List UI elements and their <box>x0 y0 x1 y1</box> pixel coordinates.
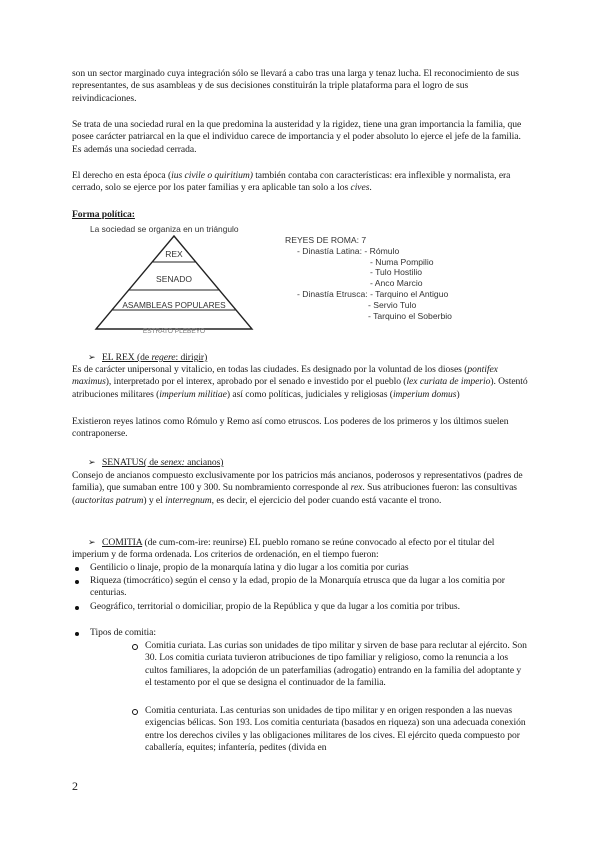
diagram-caption: La sociedad se organiza en un triángulo <box>90 224 239 234</box>
bullet-icon <box>75 632 79 636</box>
king-romulo: - Rómulo <box>364 245 400 256</box>
bullet-icon <box>75 606 79 610</box>
auctoritas-term: auctoritas patrum <box>75 494 144 506</box>
etruscan-dynasty-label: - Dinastía Etrusca: <box>297 288 368 299</box>
regere-term: regere <box>151 352 176 363</box>
senatus-title: SENATUS( de <box>102 457 161 468</box>
senatus-paragraph <box>72 470 530 507</box>
comitia-bullet-2: Riqueza (timocrático) según el censo y la edad, propio de la Monarquía etrusca que da lugar a los comitia por centurias. <box>90 575 505 599</box>
rex-paragraph-2: Existieron reyes latinos como Rómulo y Remo así como etruscos. Los poderes de los primeros y los últimos suelen contraponerse. <box>72 416 509 440</box>
sub-bullet-icon <box>132 644 138 650</box>
arrow-bullet-icon: ➢ <box>88 458 96 468</box>
text-span: ) así como políticas, judiciales y religiosas ( <box>226 388 393 400</box>
comitia-centuriata-item: Comitia centuriata. Las centurias son unidades de tipo militar y en origen responden a las nuevas exigencias bélicas. Son 193. Los comitia centuriata (basados en riqueza) son una adecuada conexión entre los derechos civiles y las obligaciones militares de los cives. El ejército queda compuesto por caballería, equites; infantería, pedites (divida en <box>145 705 526 753</box>
text-span: ). Ostentó atribuciones militares ( <box>72 376 528 400</box>
comitia-bullet-3: Geográfico, territorial o domiciliar, propio de la República y que da lugar a los comitia por tribus. <box>90 601 460 612</box>
text-span: , es decir, el ejercicio del poder cuando está vacante el trono. <box>211 494 442 506</box>
rex-term: rex <box>350 482 363 494</box>
etruscan-dynasty-row <box>285 289 452 300</box>
king-tarquino-antiguo: - Tarquino el Antiguo <box>370 288 449 299</box>
text-span: . Sus atribuciones fueron: las consultivas ( <box>72 482 517 506</box>
imperium-militiae-term: imperium militiae <box>159 388 227 400</box>
text-span: ), interpretado por el interex, aprobado por el senado e investido por el pueblo ( <box>105 376 407 388</box>
level-base: ESTRATO PLEBEYO <box>142 328 206 334</box>
comitia-bullet-1: Gentilicio o linaje, propio de la monarquía latina y dio lugar a los comitia por curias <box>90 562 409 573</box>
society-triangle-diagram <box>92 232 257 334</box>
comitia-curiata-item: Comitia curiata. Las curias son unidades de tipo militar y sirven de base para reclutar al ejército. Son 30. Los comitia curiata tuvieron atribuciones de tipo familiar y religioso, como la renuncia a los cultos familiares, la adopción de un paterfamilias (adrogatio) entrando en la familia del adoptante y el testamento por el que se designa el continuador de la familia. <box>145 640 527 688</box>
level-senado: SENADO <box>156 274 192 284</box>
king-tarquino-soberbio: - Tarquino el Soberbio <box>368 310 452 321</box>
bullet-icon <box>75 567 79 571</box>
king-tulo-hostilio: - Tulo Hostilio <box>370 267 423 278</box>
intro-paragraph-1: son un sector marginado cuya integración sólo se llevará a cabo tras una larga y tenaz lucha. El reconocimiento de sus representantes, de sus asambleas y de sus decisiones constituirán la triple plataforma para el logro de sus reivindicaciones. <box>72 68 519 104</box>
text-span: Es de carácter unipersonal y vitalicio, en todas las ciudades. Es designado por la voluntad de los dioses ( <box>72 364 468 375</box>
level-asambleas: ASAMBLEAS POPULARES <box>122 300 226 310</box>
comitia-intro <box>72 537 530 562</box>
kings-title: REYES DE ROMA: 7 <box>285 235 367 245</box>
text-span: ancianos) <box>184 457 224 468</box>
text-span: Consejo de ancianos compuesto exclusivamente por los patricios más ancianos, poderosos y representativos (padres de familia), que sumaban entre 100 y 300. Su nombramiento corresponde al <box>72 470 523 494</box>
intro-paragraph-3 <box>72 170 530 195</box>
rex-paragraph-1 <box>72 364 530 401</box>
comitia-title: COMITIA <box>102 537 143 548</box>
text-span: . <box>369 182 372 194</box>
pontifex-term: pontifex maximus <box>72 364 498 388</box>
king-numa: - Numa Pompilio <box>370 256 434 267</box>
arrow-bullet-icon: ➢ <box>88 353 96 363</box>
text-span: (de cum-com-ire: reunirse) EL pueblo romano se reúne convocado al efecto por el titular del imperium y de forma ordenada. Los criterios de ordenación, en el tiempo fueron: <box>72 537 495 561</box>
text-span: ) y el <box>143 494 166 506</box>
page-number: 2 <box>72 779 78 793</box>
rex-heading <box>88 352 207 364</box>
text-span: ) <box>456 388 460 400</box>
lex-curiata-term: lex curiata de imperio <box>406 376 491 388</box>
text-span: El derecho en esta época ( <box>72 170 172 181</box>
forma-politica-heading: Forma política: <box>72 209 135 220</box>
king-servio-tulo: - Servio Tulo <box>368 299 417 310</box>
cives-term: cives <box>350 182 370 194</box>
bullet-icon <box>75 580 79 584</box>
latin-dynasty-row <box>285 246 452 257</box>
latin-dynasty-label: - Dinastía Latina: <box>297 245 362 256</box>
text-span: : dirigir) <box>175 352 208 363</box>
sub-bullet-icon <box>132 709 138 715</box>
senex-term: senex: <box>160 457 185 468</box>
comitia-bullet-4: Tipos de comitia: <box>90 627 156 638</box>
level-rex: REX <box>165 249 183 259</box>
imperium-domus-term: imperium domus <box>392 388 457 400</box>
senatus-heading <box>88 457 223 469</box>
intro-paragraph-2: Se trata de una sociedad rural en la que predomina la austeridad y la rigidez, tiene una gran importancia la familia, que posee carácter patriarcal en la que el individuo carece de importancia y el poder absoluto lo ejerce el jefe de la familia. Es además una sociedad cerrada. <box>72 119 522 155</box>
text-span: también contaba con características: era inflexible y normalista, era cerrado, solo se ejerce por los pater familias y era aplicable tan solo a los <box>72 170 511 194</box>
interregnum-term: interregnum <box>165 494 212 506</box>
rex-title: EL REX <box>102 352 135 363</box>
king-anco-marcio: - Anco Marcio <box>370 278 423 289</box>
kings-of-rome-list <box>285 235 452 321</box>
arrow-bullet-icon: ➢ <box>88 538 96 548</box>
text-span: (de <box>134 352 152 363</box>
ius-civile-term: ius civile o quiritium) <box>171 170 253 181</box>
